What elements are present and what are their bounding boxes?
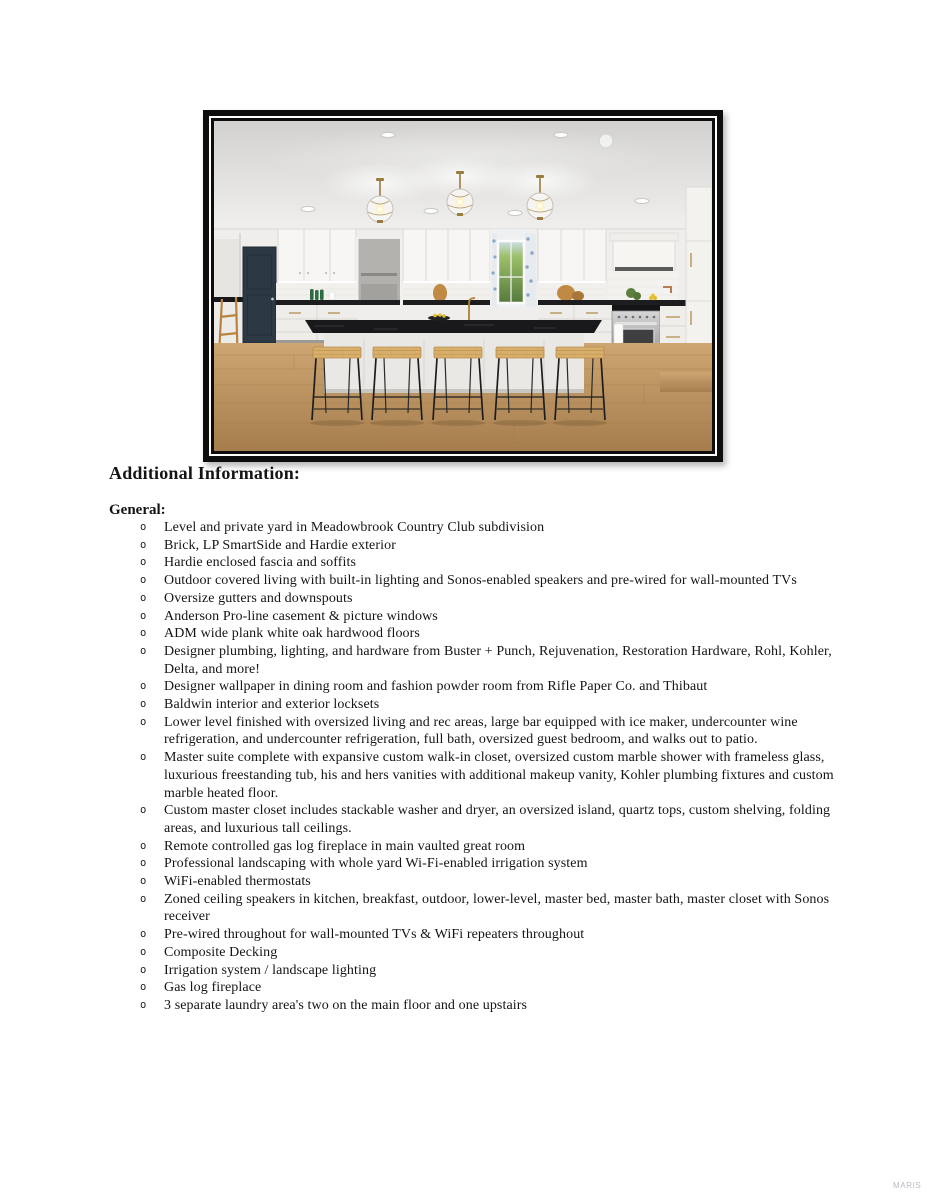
circle-bullet-icon: o	[140, 538, 147, 551]
circle-bullet-icon: o	[140, 945, 147, 958]
ceiling-speaker-icon	[599, 134, 613, 148]
list-item	[132, 625, 840, 643]
list-item	[132, 714, 840, 749]
list-item	[132, 608, 840, 626]
list-item-text: Oversize gutters and downspouts	[164, 590, 353, 606]
maris-watermark: MARIS	[893, 1181, 922, 1190]
list-item	[132, 838, 840, 856]
kitchen-photo	[214, 121, 712, 451]
circle-bullet-icon: o	[140, 627, 147, 640]
general-feature-list	[132, 519, 840, 1015]
upper-cabinets-left	[278, 229, 356, 284]
list-item-text: Irrigation system / landscape lighting	[164, 962, 377, 978]
list-item	[132, 519, 840, 537]
upper-cabinets-right	[538, 229, 606, 284]
list-item	[132, 749, 840, 802]
list-item-text: Zoned ceiling speakers in kitchen, breakfast, outdoor, lower-level, master bed, master bath, master closet with Sonos receiver	[164, 891, 830, 925]
circle-bullet-icon: o	[140, 875, 147, 888]
list-item-text: Hardie enclosed fascia and soffits	[164, 555, 357, 571]
circle-bullet-icon: o	[140, 839, 147, 852]
list-item	[132, 997, 840, 1015]
list-item-text: Master suite complete with expansive custom walk-in closet, oversized custom marble shower with frameless glass, luxurious freestanding tub, his and hers vanities with additional makeup vanity, Kohler plumbing fixtures and custom marble heated floor.	[164, 750, 834, 801]
circle-bullet-icon: o	[140, 680, 147, 693]
range-hood	[610, 233, 678, 271]
counter-left	[276, 300, 400, 305]
circle-bullet-icon: o	[140, 574, 147, 587]
list-item	[132, 855, 840, 873]
list-item	[132, 643, 840, 678]
rear-window	[490, 229, 536, 307]
counter-right	[538, 300, 678, 306]
list-item-text: Composite Decking	[164, 944, 278, 960]
list-item	[132, 678, 840, 696]
pantry-opening	[356, 237, 403, 307]
circle-bullet-icon: o	[140, 556, 147, 569]
circle-bullet-icon: o	[140, 892, 147, 905]
list-item	[132, 590, 840, 608]
list-item	[132, 537, 840, 555]
list-item-text: Professional landscaping with whole yard Wi-Fi-enabled irrigation system	[164, 856, 588, 872]
photo-frame	[203, 110, 723, 462]
list-item-text: Pre-wired throughout for wall-mounted TVs & WiFi repeaters throughout	[164, 927, 585, 943]
circle-bullet-icon: o	[140, 521, 147, 533]
list-item-text: WiFi-enabled thermostats	[164, 874, 311, 890]
list-item-text: Outdoor covered living with built-in lighting and Sonos-enabled speakers and pre-wired for wall-mounted TVs	[164, 573, 797, 589]
circle-bullet-icon: o	[140, 804, 147, 817]
section-heading-general: General:	[109, 502, 166, 518]
list-item	[132, 554, 840, 572]
circle-bullet-icon: o	[140, 963, 147, 976]
list-item	[132, 696, 840, 714]
list-item-text: Designer plumbing, lighting, and hardware from Buster + Punch, Rejuvenation, Restoration Hardware, Rohl, Kohler, Delta, and more!	[164, 643, 832, 677]
list-item	[132, 926, 840, 944]
list-item-text: Custom master closet includes stackable washer and dryer, an oversized island, quartz tops, custom shelving, folding areas, and luxurious tall ceilings.	[164, 803, 831, 836]
list-item-text: 3 separate laundry area's two on the main floor and one upstairs	[164, 997, 528, 1013]
list-item-text: Lower level finished with oversized living and rec areas, large bar equipped with ice maker, undercounter wine refrigeration, and undercounter refrigeration, full bath, oversized guest bedroom, and walks out to patio.	[164, 714, 798, 748]
circle-bullet-icon: o	[140, 698, 147, 711]
counter-center	[403, 300, 490, 305]
list-item	[132, 962, 840, 980]
circle-bullet-icon: o	[140, 609, 147, 622]
list-item-text: Level and private yard in Meadowbrook Country Club subdivision	[164, 520, 545, 535]
circle-bullet-icon: o	[140, 644, 147, 657]
list-item-text: ADM wide plank white oak hardwood floors	[164, 626, 420, 642]
circle-bullet-icon: o	[140, 591, 147, 604]
list-item	[132, 979, 840, 997]
circle-bullet-icon: o	[140, 981, 147, 994]
circle-bullet-icon: o	[140, 928, 147, 941]
list-item-text: Anderson Pro-line casement & picture windows	[164, 608, 438, 624]
circle-bullet-icon: o	[140, 751, 147, 764]
list-item-text: Gas log fireplace	[164, 980, 262, 996]
photo-frame-inner	[211, 118, 715, 454]
list-item	[132, 572, 840, 590]
circle-bullet-icon: o	[140, 857, 147, 870]
circle-bullet-icon: o	[140, 998, 147, 1011]
circle-bullet-icon: o	[140, 715, 147, 728]
list-item	[132, 802, 840, 837]
list-item	[132, 891, 840, 926]
list-item-text: Baldwin interior and exterior locksets	[164, 697, 380, 713]
list-item	[132, 873, 840, 891]
list-item-text: Remote controlled gas log fireplace in main vaulted great room	[164, 838, 526, 854]
navy-door	[243, 247, 276, 343]
list-item	[132, 944, 840, 962]
page-title: Additional Information:	[109, 463, 301, 483]
upper-cabinets-center	[403, 229, 490, 284]
list-item-text: Brick, LP SmartSide and Hardie exterior	[164, 537, 396, 553]
list-item-text: Designer wallpaper in dining room and fashion powder room from Rifle Paper Co. and Thibaut	[164, 679, 708, 695]
